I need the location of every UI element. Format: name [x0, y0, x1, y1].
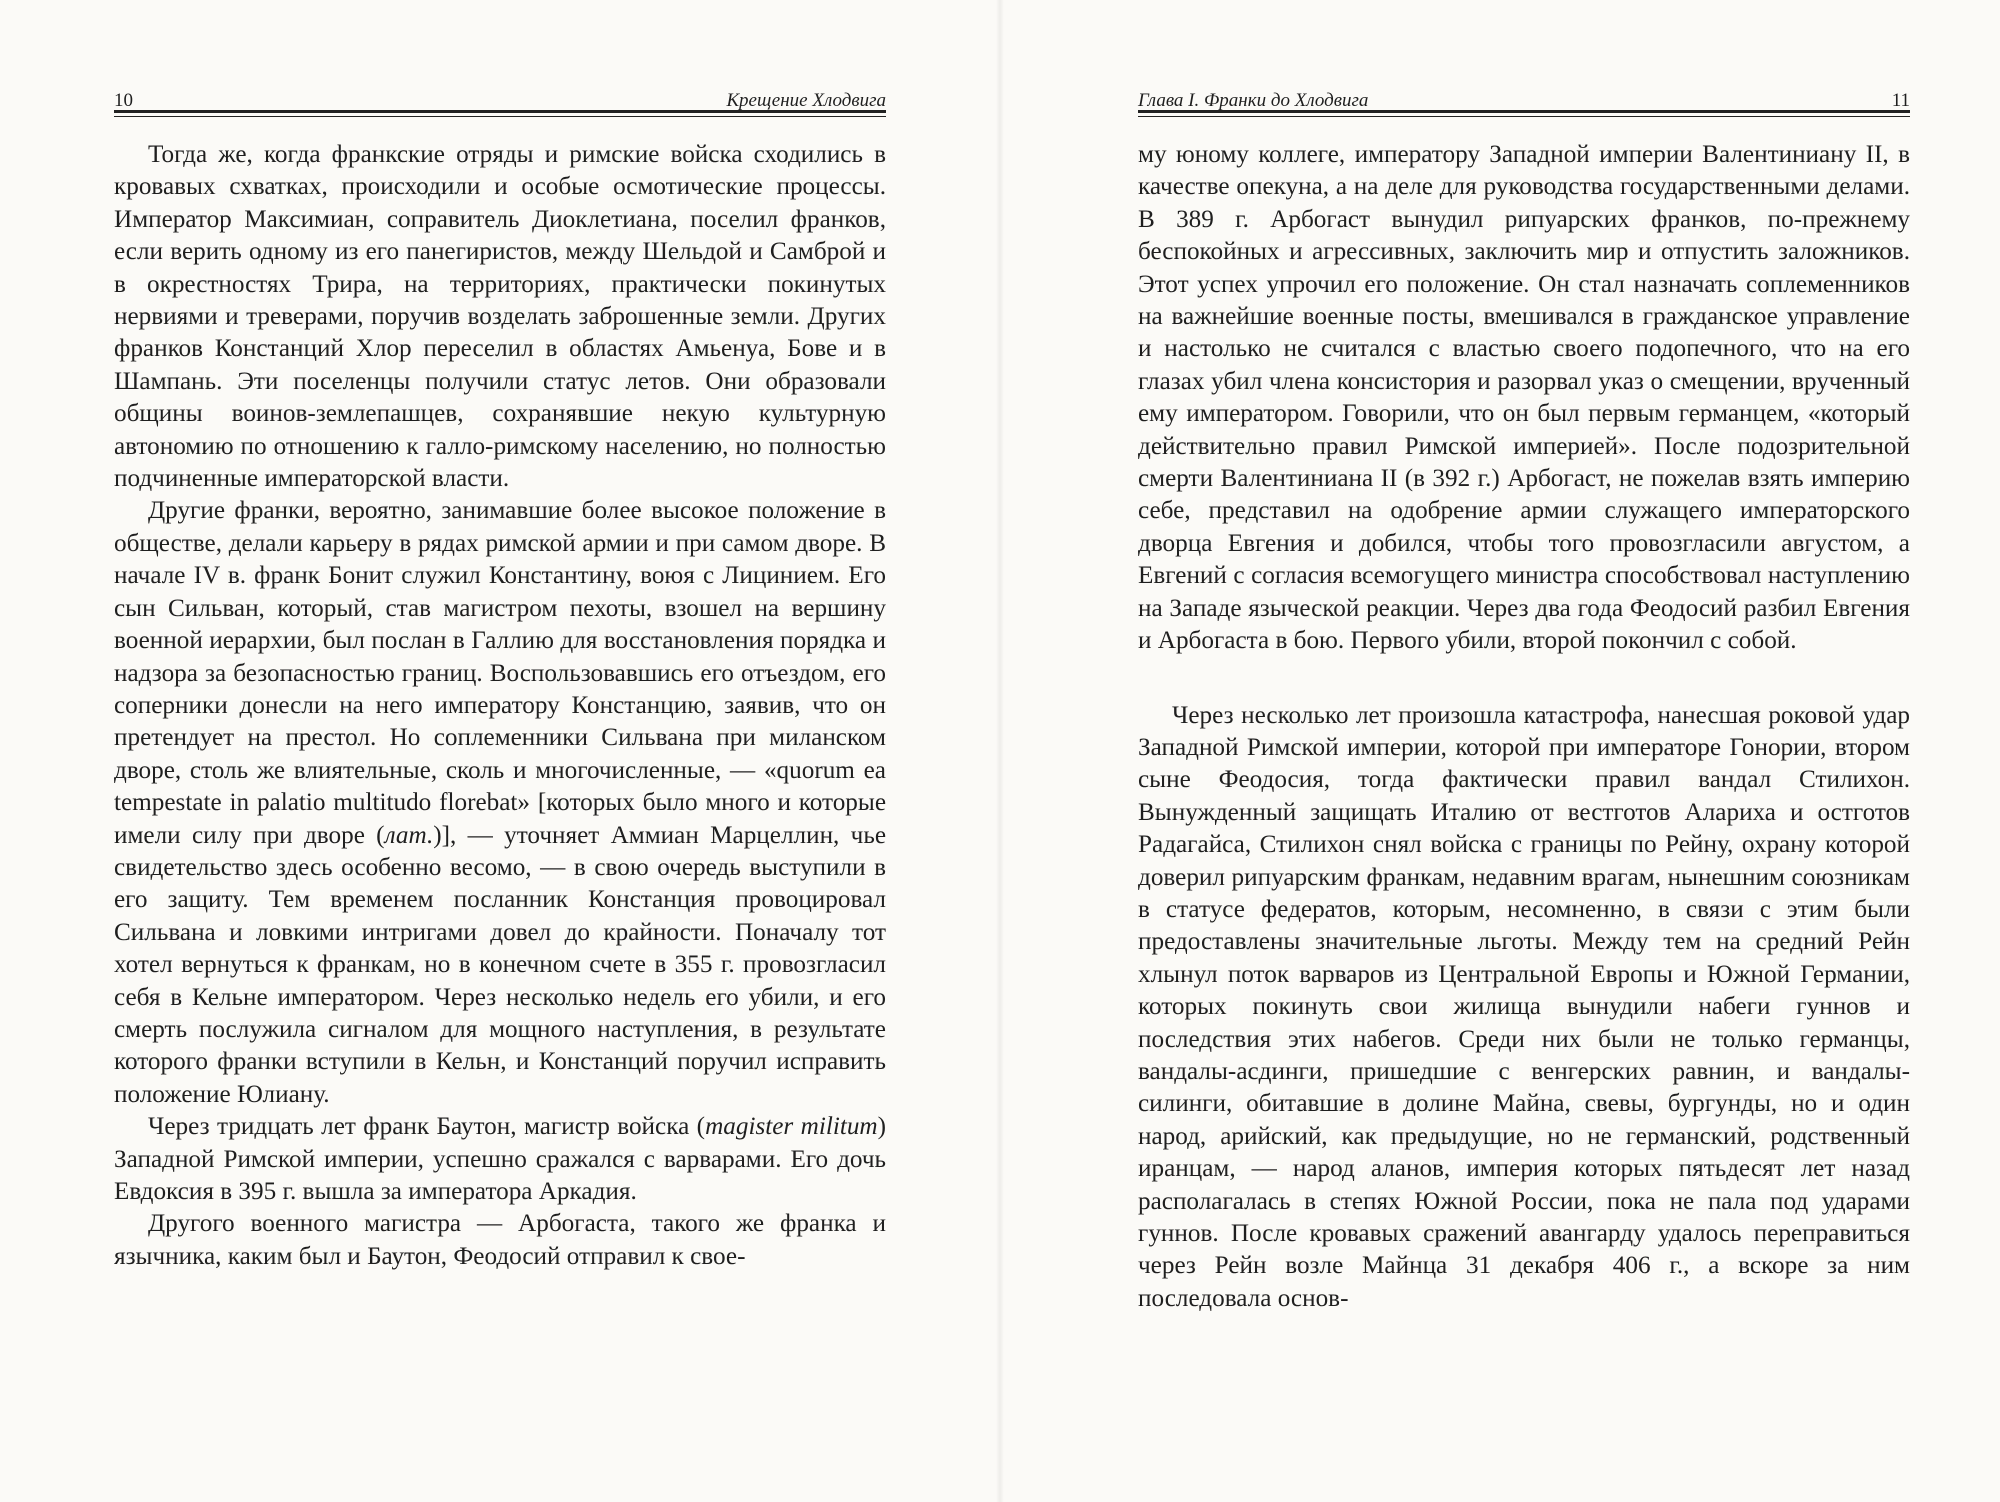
right-header-rule	[1138, 110, 1910, 117]
paragraph	[114, 1111, 886, 1208]
paragraph	[114, 1208, 886, 1273]
right-page	[1000, 0, 2000, 1502]
paragraph	[114, 495, 886, 1111]
right-page-body	[1138, 139, 1910, 1315]
text-run: )], — уточняет Аммиан Марцеллин, чье свидетельство здесь особенно весомо, — в свою очередь выступили в его защиту. Тем временем посланник Констанция провоцировал Сильвана и ловкими интригами довел до крайности. Поначалу тот хотел вернуться к франкам, но в конечном счете в 355 г. провозгласил себя в Кельне императором. Через несколько недель его убили, и его смерть послужила сигналом для мощного наступления, в результате которого франки вступили в Кельн, и Констанций поручил исправить положение Юлиану.	[114, 821, 886, 1108]
left-running-title: Крещение Хлодвига	[726, 90, 886, 111]
left-page-body	[114, 139, 886, 1273]
right-page-number: 11	[1891, 90, 1910, 111]
paragraph	[114, 139, 886, 495]
right-page-header	[1138, 78, 1910, 112]
text-run: Через тридцать лет франк Баутон, магистр войска (	[148, 1113, 706, 1141]
left-page-header	[114, 78, 886, 112]
text-run: Другого военного магистра — Арбогаста, такого же франка и язычника, каким был и Баутон, Феодосий отправил к свое-	[114, 1210, 886, 1270]
text-run: Тогда же, когда франкские отряды и римские войска сходились в кровавых схватках, происходили и особые осмотические процессы. Император Максимиан, соправитель Диоклетиана, поселил франков, если верить одному из его панегиристов, между Шельдой и Самброй и в окрестностях Трира, на территориях, практически покинутых нервиями и треверами, поручив возделать заброшенные земли. Других франков Констанций Хлор переселил в областях Амьенуа, Бове и в Шампань. Эти поселенцы получили статус летов. Они образовали общины воинов-землепашцев, сохранявшие некую культурную автономию по отношению к галло-римскому населению, но полностью подчиненные императорской власти.	[114, 141, 886, 493]
text-run: му юному коллеге, императору Западной империи Валентиниану II, в качестве опекуна, а на деле для руководства государственными делами. В 389 г. Арбогаст вынудил рипуарских франков, по-прежнему беспокойных и агрессивных, заключить мир и отпустить заложников. Этот успех упрочил его положение. Он стал назначать соплеменников на важнейшие военные посты, вмешивался в гражданское управление и настолько не считался с властью своего подопечного, что на его глазах убил члена консистория и разорвал указ о смещении, врученный ему императором. Говорили, что он был первым германцем, «который действительно правил Римской империей». После подозрительной смерти Валентиниана II (в 392 г.) Арбогаст, не пожелав взять империю себе, представил на одобрение армии служащего императорского дворца Евгения и добился, чтобы того провозгласили августом, а Евгений с согласия всемогущего министра способствовал наступлению на Западе языческой реакции. Через два года Феодосий разбил Евгения и Арбогаста в бою. Первого убили, второй покончил с собой.	[1138, 141, 1910, 655]
italic-text-run: лат.	[384, 821, 434, 849]
italic-text-run: magister militum	[705, 1113, 878, 1141]
right-running-title: Глава I. Франки до Хлодвига	[1138, 90, 1369, 111]
paragraph	[1138, 139, 1910, 658]
paragraph	[1138, 700, 1910, 1316]
text-run: ) Западной Римской империи, успешно сражался с варварами. Его дочь Евдоксия в 395 г. вышла за императора Аркадия.	[114, 1113, 886, 1205]
text-run: Через несколько лет произошла катастрофа, нанесшая роковой удар Западной Римской империи, которой при императоре Гонории, втором сыне Феодосия, тогда фактически правил вандал Стилихон. Вынужденный защищать Италию от вестготов Алариха и остготов Радагайса, Стилихон снял войска с границы по Рейну, охрану которой доверил рипуарским франкам, недавним врагам, нынешним союзникам в статусе федератов, которым, несомненно, в связи с этим были предоставлены значительные льготы. Между тем на средний Рейн хлынул поток варваров из Центральной Европы и Южной Германии, которых покинуть свои жилища вынудили набеги гуннов и последствия этих набегов. Среди них были не только германцы, вандалы-асдинги, пришедшие с венгерских равнин, и вандалы-силинги, обитавшие в долине Майна, свевы, бургунды, но и один народ, арийский, как предыдущие, но не германский, родственный иранцам, — народ аланов, империя которых пятьдесят лет назад располагалась в степях Южной России, пока не пала под ударами гуннов. После кровавых сражений авангарду удалось переправиться через Рейн возле Майнца 31 декабря 406 г., а вскоре за ним последовала основ-	[1138, 701, 1910, 1312]
text-run: Другие франки, вероятно, занимавшие более высокое положение в обществе, делали карьеру в рядах римской армии и при самом дворе. В начале IV в. франк Бонит служил Константину, воюя с Лицинием. Его сын Сильван, который, став магистром пехоты, взошел на вершину военной иерархии, был послан в Галлию для восстановления порядка и надзора за безопасностью границ. Воспользовавшись его отъездом, его соперники донесли на него императору Констанцию, заявив, что он претендует на престол. Но соплеменники Сильвана при миланском дворе, столь же влиятельные, сколь и многочисленные, — «quorum ea tempestate in palatio multitudo florebat» [которых было много и которые имели силу при дворе (	[114, 497, 886, 849]
left-page-number: 10	[114, 90, 133, 111]
left-header-rule	[114, 110, 886, 117]
